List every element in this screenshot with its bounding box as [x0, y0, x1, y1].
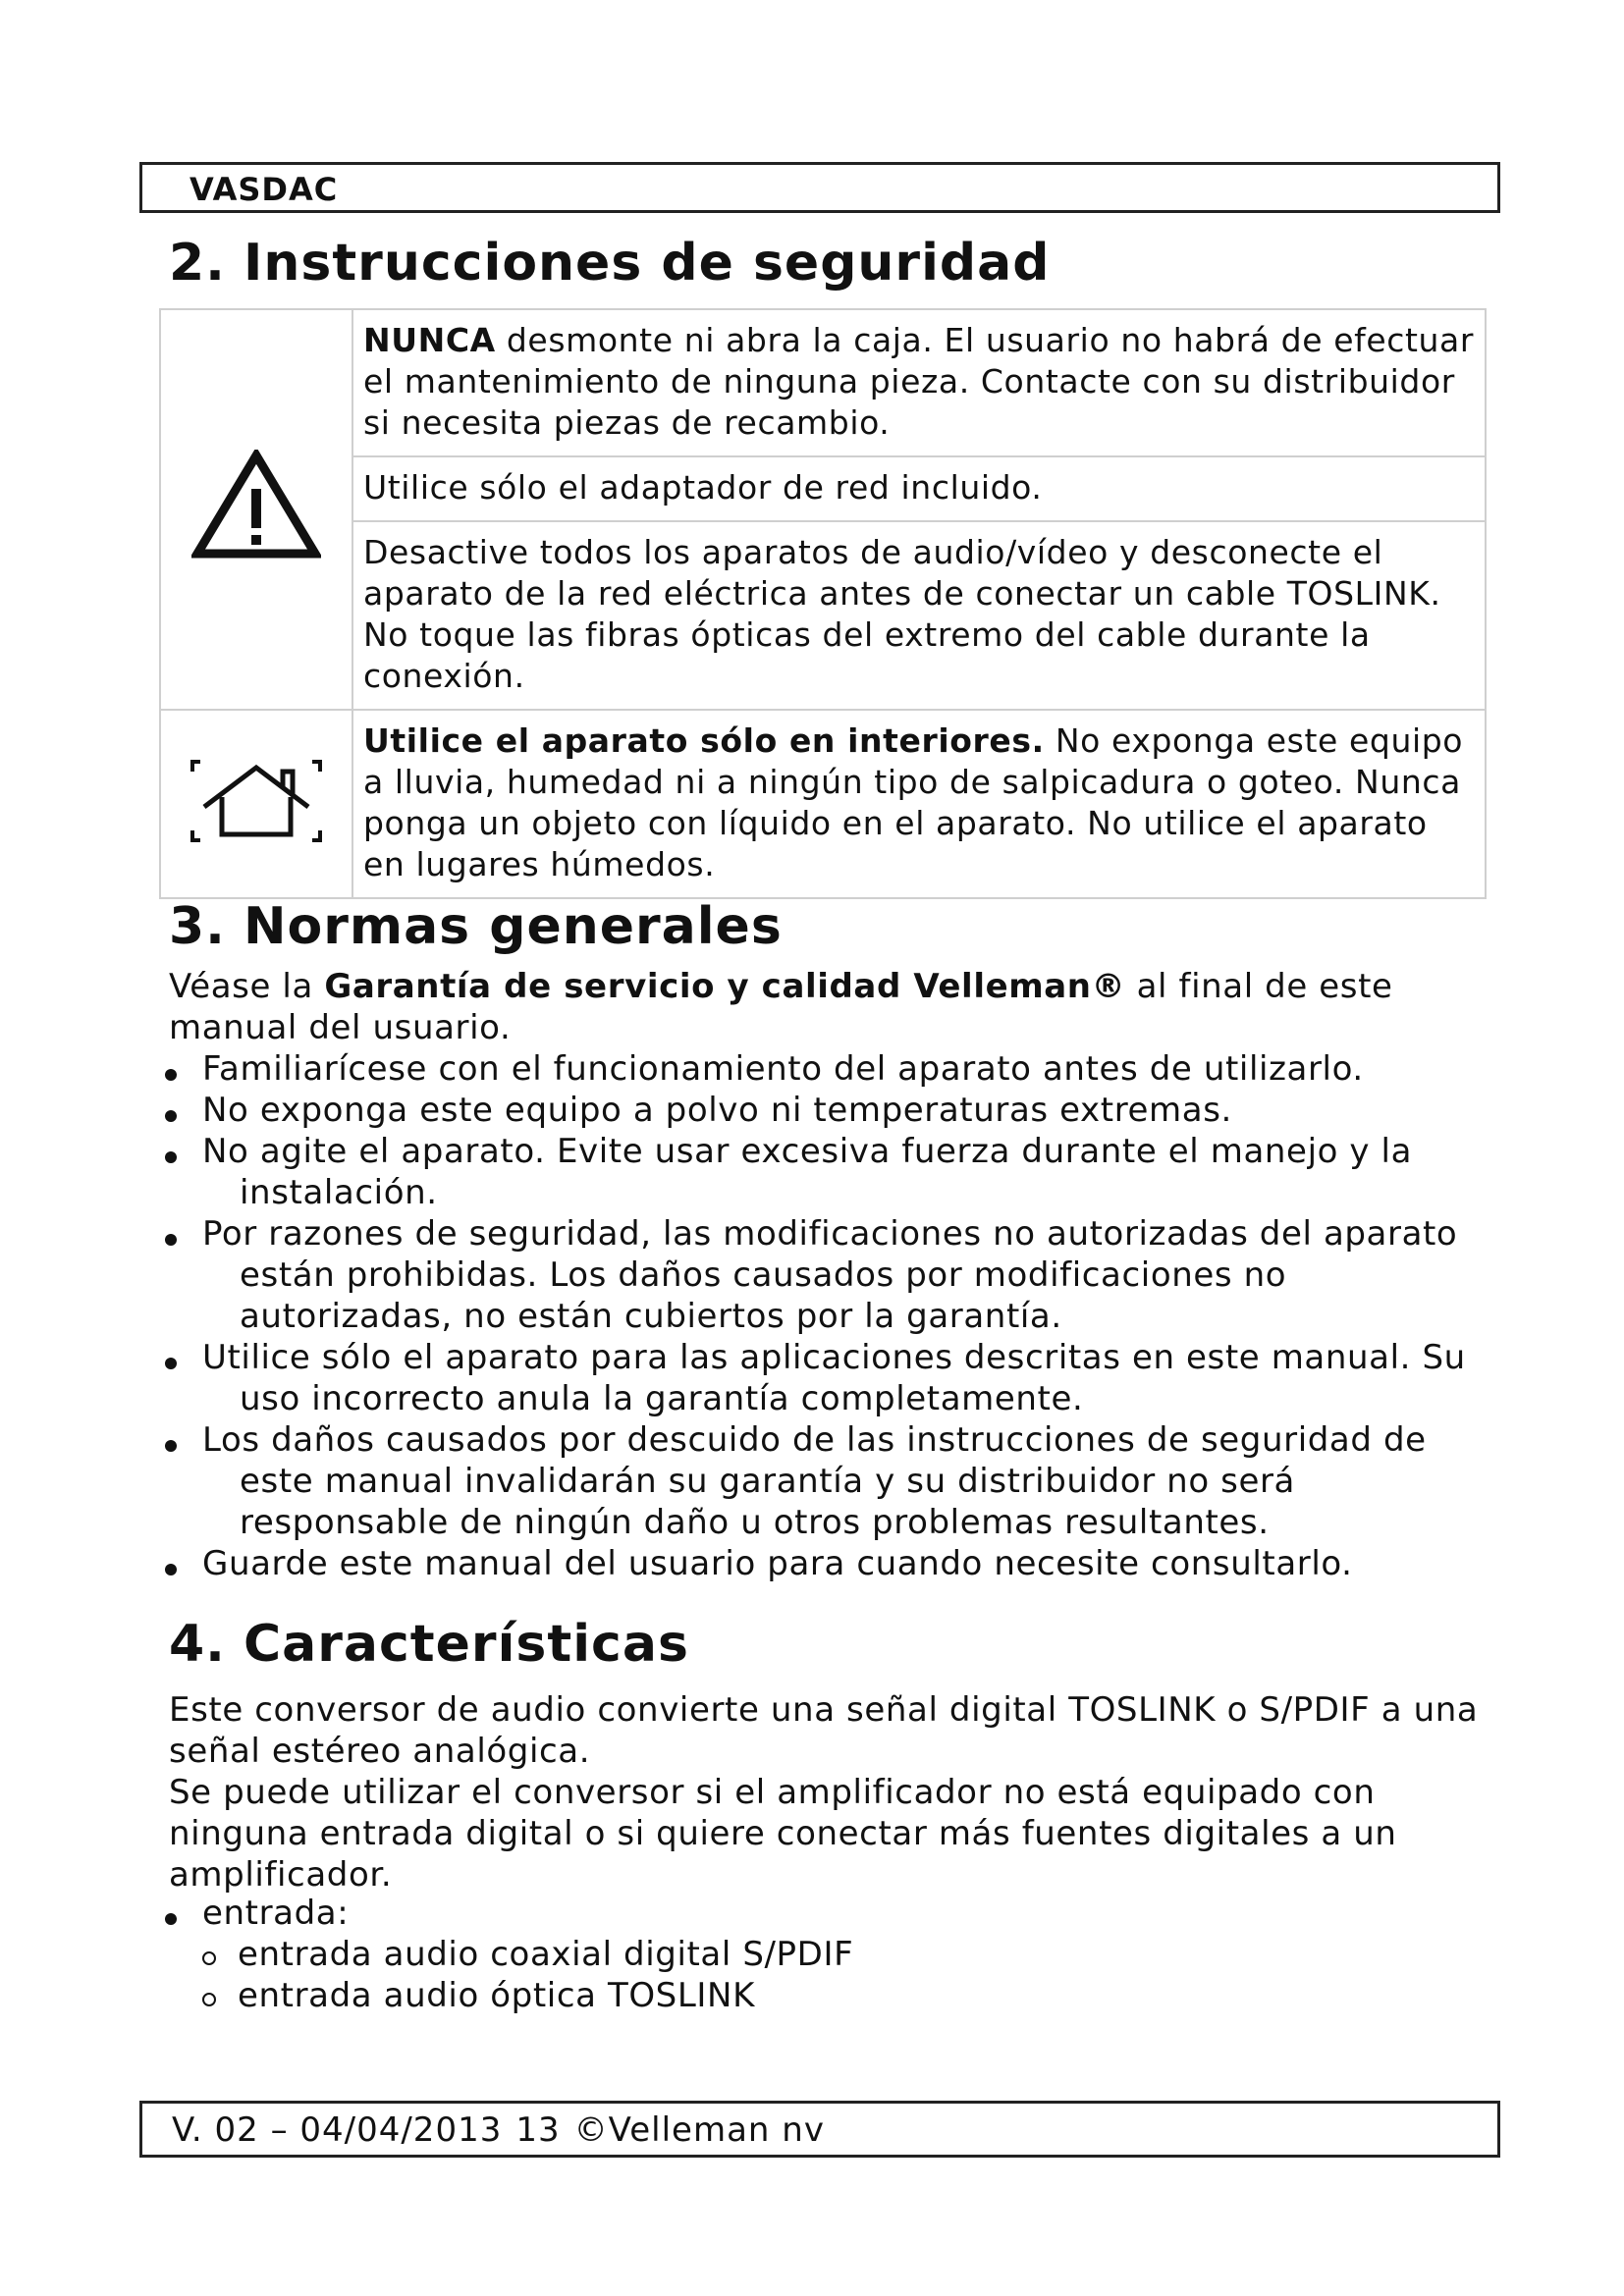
bullet-icon — [165, 1069, 177, 1081]
section-title-text: Características — [244, 1615, 689, 1674]
section-title-text: Normas generales — [244, 897, 783, 956]
features-paragraph: Este conversor de audio convierte una señal digital TOSLINK o S/PDIF a una señal estéreo analógica. — [169, 1690, 1479, 1771]
footer-page-number: 13 — [515, 2110, 561, 2150]
safety-row-text: desmonte ni abra la caja. El usuario no habrá de efectuar el mantenimiento de ninguna pieza. Contacte con su distribuidor si necesita piezas de recambio. — [363, 321, 1475, 442]
indoor-icon-cell — [160, 710, 352, 898]
list-item — [157, 1131, 1502, 1213]
list-item — [157, 1090, 1502, 1131]
safety-row-bold: Utilice el aparato sólo en interiores. — [363, 721, 1045, 760]
warranty-reference: Garantía de servicio y calidad Velleman® — [324, 967, 1126, 1006]
circle-bullet-icon — [202, 1951, 216, 1965]
safety-row-text: Utilice sólo el adaptador de red incluido. — [363, 468, 1043, 507]
input-sub-list — [157, 1934, 1502, 2016]
section-title-features — [169, 1615, 689, 1674]
list-item — [157, 1543, 1502, 1584]
list-item — [157, 1213, 1502, 1337]
warning-triangle-icon — [191, 450, 321, 560]
section-title-general — [169, 897, 783, 956]
bullet-icon — [165, 1110, 177, 1122]
features-description — [169, 1689, 1494, 1896]
section-number: 2. — [169, 234, 226, 293]
list-item — [157, 1419, 1502, 1543]
circle-bullet-icon — [202, 1993, 216, 2006]
section-title-safety — [169, 234, 1050, 293]
list-item-text: No agite el aparato. Evite usar excesiva fuerza durante el manejo y la instalación. — [202, 1132, 1413, 1212]
sub-list-item-text: entrada audio óptica TOSLINK — [238, 1976, 755, 2015]
list-item-text: Utilice sólo el aparato para las aplicaciones descritas en este manual. Su uso incorrecto anula la garantía completamente. — [202, 1338, 1466, 1418]
safety-row — [352, 710, 1486, 898]
page-footer — [139, 2101, 1500, 2158]
safety-row — [352, 521, 1486, 710]
footer-version: V. 02 – 04/04/2013 — [172, 2110, 503, 2150]
list-item — [157, 1337, 1502, 1419]
bullet-icon — [165, 1913, 177, 1925]
list-item-text: Familiarícese con el funcionamiento del aparato antes de utilizarlo. — [202, 1049, 1364, 1089]
list-item-text: Los daños causados por descuido de las instrucciones de seguridad de este manual invalidarán su garantía y su distribuidor no será responsable de ningún daño u otros problemas resultantes. — [202, 1420, 1427, 1542]
safety-row — [352, 456, 1486, 521]
product-name: VASDAC — [189, 171, 339, 208]
general-intro — [169, 966, 1494, 1048]
intro-text: Véase la — [169, 967, 325, 1006]
bullet-icon — [165, 1358, 177, 1369]
general-rules-list — [157, 1048, 1502, 1584]
sub-list-item — [157, 1975, 1502, 2016]
section-number: 4. — [169, 1615, 226, 1674]
section-title-text: Instrucciones de seguridad — [244, 234, 1051, 293]
list-item — [157, 1893, 1502, 1934]
safety-row — [352, 309, 1486, 456]
safety-row-text: Desactive todos los aparatos de audio/vídeo y desconecte el aparato de la red eléctrica antes de conectar un cable TOSLINK. No toque las fibras ópticas del extremo del cable durante la conexión. — [363, 533, 1441, 695]
list-item-text: No exponga este equipo a polvo ni temperaturas extremas. — [202, 1091, 1232, 1130]
safety-table — [159, 308, 1487, 899]
indoor-house-icon — [183, 740, 330, 858]
section-number: 3. — [169, 897, 226, 956]
bullet-icon — [165, 1564, 177, 1575]
warning-icon-cell — [160, 309, 352, 710]
list-item-text: Guarde este manual del usuario para cuando necesite consultarlo. — [202, 1544, 1353, 1583]
list-item-text: entrada: — [202, 1894, 350, 1933]
safety-row-text: No exponga este equipo a lluvia, humedad ni a ningún tipo de salpicadura o goteo. Nunca ponga un objeto con líquido en el aparato. No utilice el aparato en lugares húmedos. — [363, 721, 1464, 883]
safety-row-bold: NUNCA — [363, 321, 496, 359]
bullet-icon — [165, 1234, 177, 1246]
sub-list-item — [157, 1934, 1502, 1975]
sub-list-container — [157, 1934, 1502, 2016]
sub-list-item-text: entrada audio coaxial digital S/PDIF — [238, 1935, 854, 1974]
page-header — [139, 162, 1500, 213]
bullet-icon — [165, 1151, 177, 1163]
intro-text: al final de este manual del usuario. — [169, 967, 1393, 1047]
list-item-text: Por razones de seguridad, las modificaciones no autorizadas del aparato están prohibidas. Los daños causados por modificaciones no autorizadas, no están cubiertos por la garantía. — [202, 1214, 1458, 1336]
features-paragraph: Se puede utilizar el conversor si el amplificador no está equipado con ninguna entrada digital o si quiere conectar más fuentes digitales a un amplificador. — [169, 1773, 1397, 1895]
list-item — [157, 1048, 1502, 1090]
bullet-icon — [165, 1440, 177, 1452]
features-list — [157, 1893, 1502, 2016]
footer-copyright: ©Velleman nv — [573, 2110, 825, 2150]
